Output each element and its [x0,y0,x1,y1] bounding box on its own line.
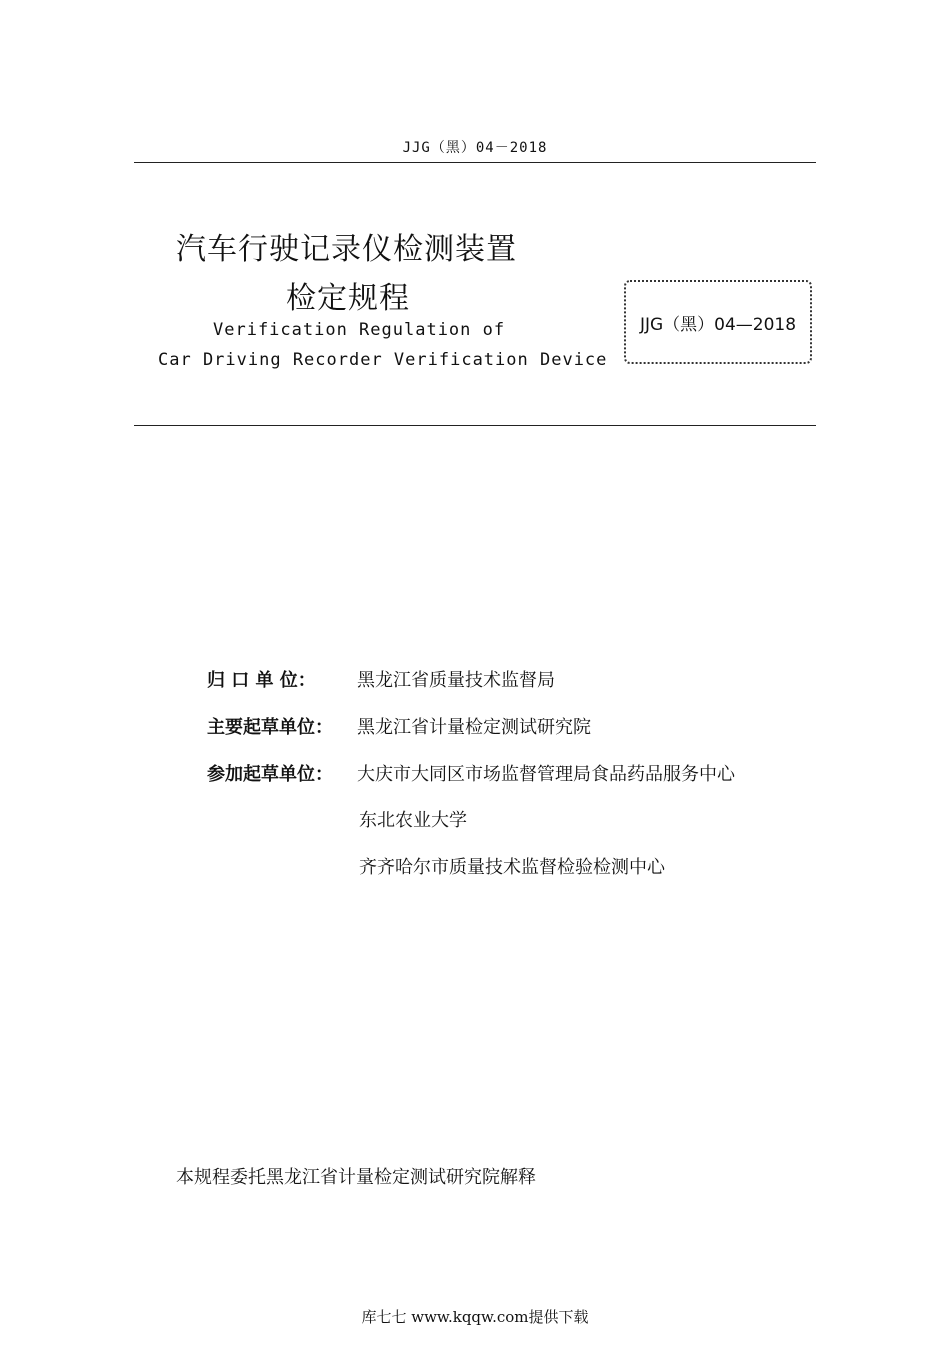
standard-code-box [624,280,812,364]
responsible-unit-row [207,666,555,692]
top-divider [134,162,816,163]
title-english-line-1: Verification Regulation of [213,320,506,340]
participants-row [207,760,735,786]
title-chinese-line-1: 汽车行驶记录仪检测装置 [176,232,517,267]
running-header-code: JJG（黑）04－2018 [402,140,548,156]
responsible-unit-value: 黑龙江省质量技术监督局 [357,670,555,691]
download-footer: 库七七 www.kqqw.com提供下载 [361,1308,589,1326]
main-drafter-value: 黑龙江省计量检定测试研究院 [357,717,591,738]
participant-item: 齐齐哈尔市质量技术监督检验检测中心 [359,857,665,878]
participants-label: 参加起草单位： [207,764,333,785]
interpretation-note: 本规程委托黑龙江省计量检定测试研究院解释 [176,1167,536,1188]
main-drafter-row [207,713,591,739]
participant-item: 大庆市大同区市场监督管理局食品药品服务中心 [357,764,735,785]
main-drafter-label: 主要起草单位： [207,717,333,738]
title-chinese-line-2: 检定规程 [286,281,410,316]
standard-code-text: JJG（黑）04—2018 [639,315,797,335]
bottom-divider [134,425,816,426]
participant-item: 东北农业大学 [359,810,467,831]
responsible-unit-label: 归 口 单 位： [207,670,316,691]
title-english-line-2: Car Driving Recorder Verification Device [158,350,608,370]
